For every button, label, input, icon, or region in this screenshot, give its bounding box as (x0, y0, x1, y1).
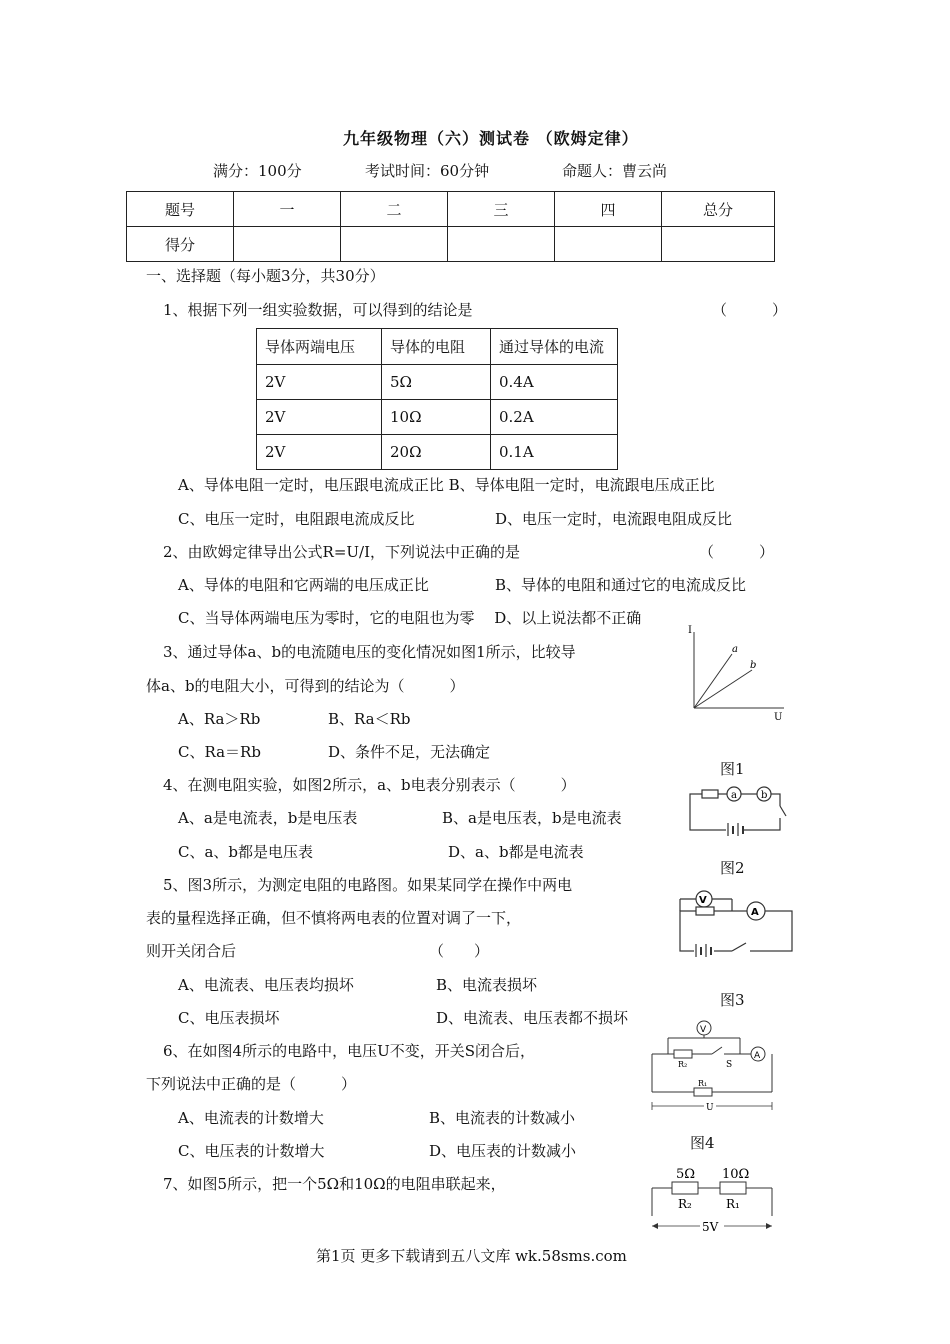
q1-answer-paren: （ ） (712, 301, 788, 319)
q1-data-table (256, 328, 618, 470)
q1-table-header: 导体两端电压 (257, 329, 382, 365)
q2-option-a: A、导体的电阻和它两端的电压成正比 (178, 576, 429, 594)
figure-1-graph (684, 624, 794, 724)
figure-1-axis-u: U (774, 712, 783, 723)
figure-3-meter-v: V (699, 895, 707, 906)
q4-option-a: A、a是电流表，b是电压表 (178, 809, 358, 827)
exam-author: 命题人：曹云尚 (562, 162, 668, 180)
figure-4-r2: R₂ (678, 1060, 688, 1069)
figure-1-axis-i: I (688, 625, 692, 636)
score-header-cell: 总分 (662, 192, 775, 227)
q1-table-cell: 2V (257, 365, 382, 400)
figure-4-label: 图4 (690, 1134, 715, 1152)
q6-stem-line2: 下列说法中正确的是（ ） (146, 1075, 357, 1093)
q3-option-b: B、Ra＜Rb (328, 710, 411, 728)
q1-table-header: 通过导体的电流 (491, 329, 618, 365)
q1-table-header: 导体的电阻 (382, 329, 491, 365)
q5-stem-line2: 表的量程选择正确，但不慎将两电表的位置对调了一下， (146, 909, 522, 927)
q3-stem-line2: 体a、b的电阻大小，可得到的结论为（ ） (146, 677, 465, 695)
score-table (126, 191, 775, 262)
q1-table-cell: 5Ω (382, 365, 491, 400)
q7-stem: 7、如图5所示，把一个5Ω和10Ω的电阻串联起来， (163, 1175, 506, 1193)
score-cell (341, 227, 448, 262)
section-heading: 一、选择题（每小题3分，共30分） (146, 267, 385, 285)
q3-stem-line1: 3、通过导体a、b的电流随电压的变化情况如图1所示，比较导 (163, 643, 576, 661)
score-header-cell: 二 (341, 192, 448, 227)
figure-1-label: 图1 (720, 760, 745, 778)
score-cell (234, 227, 341, 262)
q1-table-cell: 0.2A (491, 400, 618, 435)
score-row-label: 得分 (127, 227, 234, 262)
score-cell (555, 227, 662, 262)
q1-options-ab: A、导体电阻一定时，电压跟电流成正比 B、导体电阻一定时，电流跟电压成正比 (178, 476, 715, 494)
figure-2-meter-b: b (761, 790, 768, 801)
figure-3-circuit (672, 885, 798, 957)
figure-5-circuit (644, 1164, 780, 1234)
q4-option-b: B、a是电压表，b是电流表 (442, 809, 622, 827)
figure-4-switch-s: S (726, 1060, 733, 1070)
figure-3-label: 图3 (720, 991, 745, 1009)
q5-stem-line1: 5、图3所示，为测定电阻的电路图。如果某同学在操作中两电 (163, 876, 573, 894)
q6-stem-line1: 6、在如图4所示的电路中，电压U不变，开关S闭合后， (163, 1042, 536, 1060)
q2-answer-paren: （ ） (699, 543, 775, 561)
q6-option-d: D、电压表的计数减小 (429, 1142, 577, 1160)
q1-stem: 1、根据下列一组实验数据，可以得到的结论是 (163, 301, 473, 319)
figure-3-meter-a: A (751, 907, 759, 918)
score-cell (662, 227, 775, 262)
q5-stem-line3: 则开关闭合后 (146, 942, 237, 960)
q5-option-b: B、电流表损坏 (436, 976, 538, 994)
q6-option-b: B、电流表的计数减小 (429, 1109, 576, 1127)
page-footer: 第1页 更多下载请到五八文库 wk.58sms.com (316, 1247, 627, 1265)
q1-table-cell: 0.4A (491, 365, 618, 400)
q1-table-cell: 20Ω (382, 435, 491, 470)
q3-option-a: A、Ra＞Rb (178, 710, 261, 728)
q5-option-a: A、电流表、电压表均损坏 (178, 976, 354, 994)
exam-time: 考试时间：60分钟 (365, 162, 490, 180)
figure-5-r2-value: 5Ω (676, 1167, 696, 1182)
score-header-cell: 三 (448, 192, 555, 227)
score-header-cell: 四 (555, 192, 662, 227)
figure-4-voltage-u: U (706, 1103, 714, 1112)
figure-5-r1: R₁ (726, 1197, 740, 1211)
figure-4-meter-v: V (700, 1025, 707, 1035)
q6-option-c: C、电压表的计数增大 (178, 1142, 325, 1160)
q5-option-c: C、电压表损坏 (178, 1009, 280, 1027)
full-score: 满分：100分 (213, 162, 302, 180)
q2-options-cd: C、当导体两端电压为零时，它的电阻也为零 D、以上说法都不正确 (178, 609, 642, 627)
q5-answer-paren: （ ） (429, 942, 490, 960)
figure-4-meter-a: A (754, 1051, 761, 1061)
q2-stem: 2、由欧姆定律导出公式R=U/I，下列说法中正确的是 (163, 543, 521, 561)
figure-4-circuit (644, 1020, 776, 1112)
q4-stem: 4、在测电阻实验，如图2所示，a、b电表分别表示（ ） (163, 776, 576, 794)
page-title: 九年级物理（六）测试卷 （欧姆定律） (343, 129, 639, 148)
figure-2-meter-a: a (731, 790, 737, 801)
q1-table-cell: 2V (257, 400, 382, 435)
q1-option-d: D、电压一定时，电流跟电阻成反比 (495, 510, 733, 528)
figure-1-line-b: b (750, 660, 757, 671)
figure-5-r1-value: 10Ω (722, 1167, 750, 1182)
figure-1-line-a: a (732, 644, 738, 655)
figure-4-r1: R₁ (698, 1079, 708, 1088)
q6-option-a: A、电流表的计数增大 (178, 1109, 324, 1127)
q2-option-b: B、导体的电阻和通过它的电流成反比 (495, 576, 747, 594)
q1-table-cell: 10Ω (382, 400, 491, 435)
q1-table-cell: 0.1A (491, 435, 618, 470)
q1-option-c: C、电压一定时，电阻跟电流成反比 (178, 510, 415, 528)
figure-5-voltage: 5V (702, 1220, 719, 1234)
figure-2-circuit (682, 784, 792, 836)
figure-5-r2: R₂ (678, 1197, 692, 1211)
q3-option-c: C、Ra＝Rb (178, 743, 261, 761)
q4-option-d: D、a、b都是电流表 (448, 843, 584, 861)
q3-option-d: D、条件不足，无法确定 (328, 743, 491, 761)
q1-table-cell: 2V (257, 435, 382, 470)
figure-2-label: 图2 (720, 859, 745, 877)
score-header-cell: 一 (234, 192, 341, 227)
score-header-cell: 题号 (127, 192, 234, 227)
score-cell (448, 227, 555, 262)
q5-option-d: D、电流表、电压表都不损坏 (436, 1009, 629, 1027)
q4-option-c: C、a、b都是电压表 (178, 843, 314, 861)
